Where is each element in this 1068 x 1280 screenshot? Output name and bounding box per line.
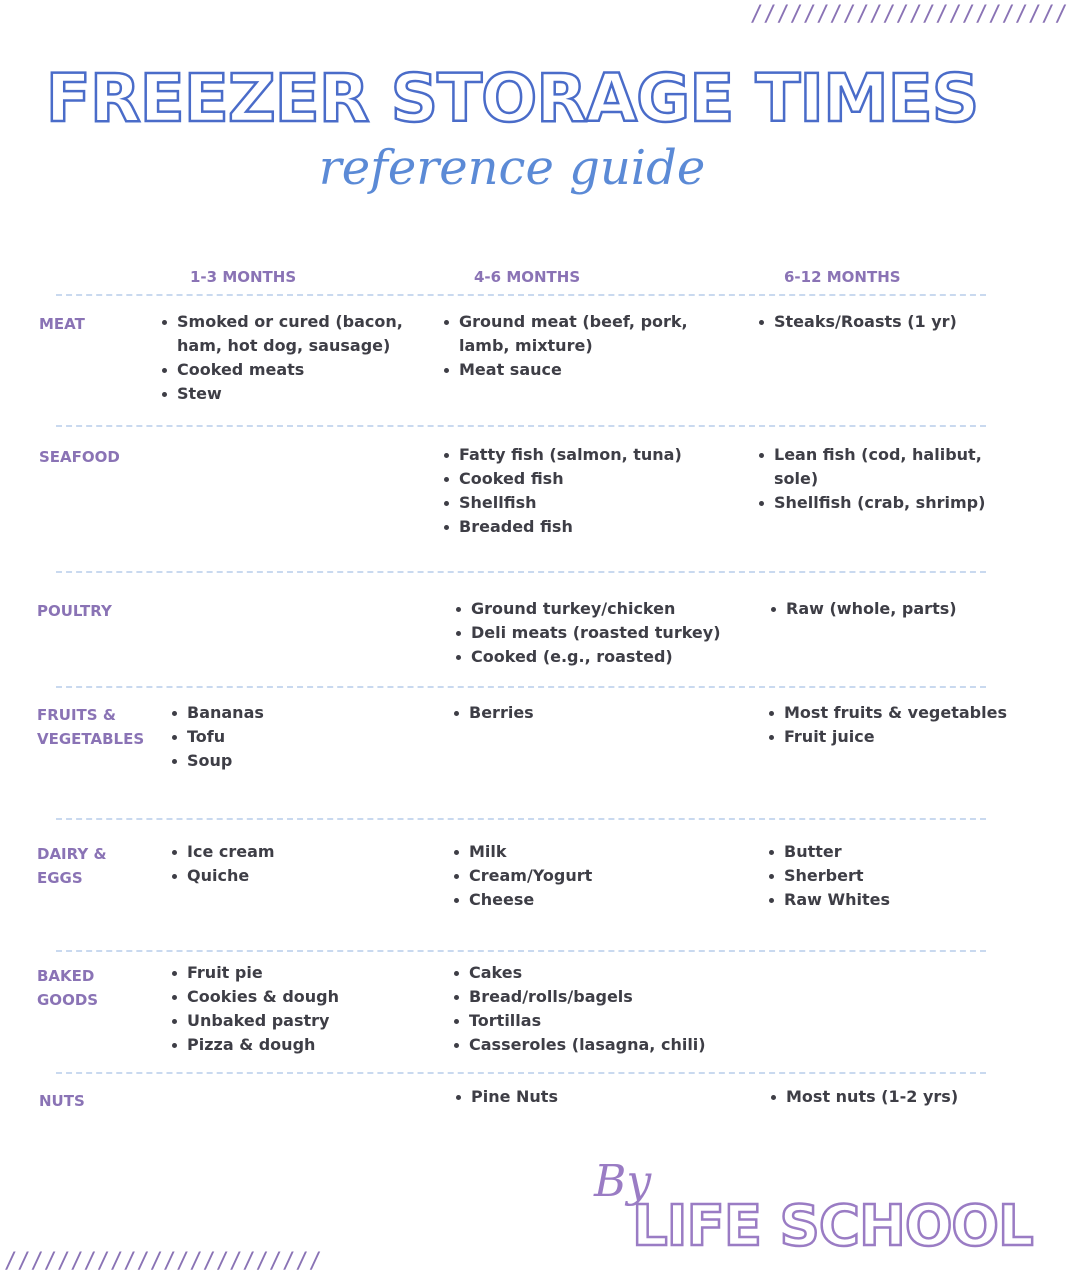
- list-item: Shellfish: [441, 491, 711, 515]
- list-item: Cakes: [451, 961, 741, 985]
- list-item: Butter: [766, 840, 1006, 864]
- cell-baked-goods-4-6-months: [451, 961, 741, 1057]
- hatch-decoration-bottom: ////////////////////////: [4, 1249, 322, 1274]
- cell-fruits-vegetables-1-3-months: [169, 701, 409, 773]
- row-label-meat: MEAT: [39, 315, 85, 333]
- list-item: Cooked (e.g., roasted): [453, 645, 743, 669]
- row-divider: [56, 1072, 986, 1074]
- row-divider: [56, 950, 986, 952]
- cell-poultry-6-12-months: [768, 597, 1008, 621]
- cell-nuts-4-6-months: [453, 1085, 713, 1109]
- list-item: Cooked fish: [441, 467, 711, 491]
- list-item: Fatty fish (salmon, tuna): [441, 443, 711, 467]
- row-divider: [56, 571, 986, 573]
- row-divider: [56, 818, 986, 820]
- cell-fruits-vegetables-6-12-months: [766, 701, 1020, 749]
- cell-nuts-6-12-months: [768, 1085, 1008, 1109]
- cell-meat-6-12-months: [756, 310, 1016, 334]
- list-item: Unbaked pastry: [169, 1009, 419, 1033]
- list-item: Stew: [159, 382, 421, 406]
- list-item: Ice cream: [169, 840, 409, 864]
- list-item: Bread/rolls/bagels: [451, 985, 741, 1009]
- column-header-4-6-months: 4-6 MONTHS: [474, 268, 581, 286]
- list-item: Raw Whites: [766, 888, 1006, 912]
- list-item: Raw (whole, parts): [768, 597, 1008, 621]
- row-label-nuts: NUTS: [39, 1092, 85, 1110]
- list-item: Most nuts (1-2 yrs): [768, 1085, 1008, 1109]
- list-item: Meat sauce: [441, 358, 711, 382]
- hatch-decoration-top: ////////////////////////: [750, 2, 1068, 27]
- cell-meat-1-3-months: [159, 310, 421, 406]
- cell-poultry-4-6-months: [453, 597, 743, 669]
- row-divider: [56, 686, 986, 688]
- cell-seafood-6-12-months: [756, 443, 996, 515]
- list-item: Most fruits & vegetables: [766, 701, 1020, 725]
- brand-by-text: By: [594, 1156, 652, 1207]
- list-item: Cream/Yogurt: [451, 864, 711, 888]
- list-item: Milk: [451, 840, 711, 864]
- page-subtitle: reference guide: [318, 140, 706, 196]
- cell-dairy-eggs-4-6-months: [451, 840, 711, 912]
- list-item: Berries: [451, 701, 711, 725]
- cell-baked-goods-1-3-months: [169, 961, 419, 1057]
- list-item: Tortillas: [451, 1009, 741, 1033]
- list-item: Casseroles (lasagna, chili): [451, 1033, 741, 1057]
- cell-fruits-vegetables-4-6-months: [451, 701, 711, 725]
- column-header-1-3-months: 1-3 MONTHS: [190, 268, 297, 286]
- row-label-seafood: SEAFOOD: [39, 448, 120, 466]
- list-item: Steaks/Roasts (1 yr): [756, 310, 1016, 334]
- cell-dairy-eggs-1-3-months: [169, 840, 409, 888]
- page-title: FREEZER STORAGE TIMES: [45, 60, 979, 137]
- cell-meat-4-6-months: [441, 310, 711, 382]
- list-item: Lean fish (cod, halibut, sole): [756, 443, 996, 491]
- row-label-fruits-vegetables: FRUITS & VEGETABLES: [37, 706, 145, 748]
- row-label-baked-goods: BAKED GOODS: [37, 967, 99, 1009]
- list-item: Tofu: [169, 725, 409, 749]
- brand-logo: [594, 1156, 1033, 1266]
- cell-dairy-eggs-6-12-months: [766, 840, 1006, 912]
- column-header-6-12-months: 6-12 MONTHS: [784, 268, 901, 286]
- list-item: Cheese: [451, 888, 711, 912]
- cell-seafood-4-6-months: [441, 443, 711, 539]
- list-item: Shellfish (crab, shrimp): [756, 491, 996, 515]
- list-item: Cookies & dough: [169, 985, 419, 1009]
- list-item: Fruit juice: [766, 725, 1020, 749]
- list-item: Ground turkey/chicken: [453, 597, 743, 621]
- list-item: Soup: [169, 749, 409, 773]
- list-item: Quiche: [169, 864, 409, 888]
- list-item: Smoked or cured (bacon, ham, hot dog, sausage): [159, 310, 421, 358]
- list-item: Sherbert: [766, 864, 1006, 888]
- row-divider: [56, 425, 986, 427]
- row-label-poultry: POULTRY: [37, 602, 112, 620]
- list-item: Cooked meats: [159, 358, 421, 382]
- list-item: Pizza & dough: [169, 1033, 419, 1057]
- row-label-dairy-eggs: DAIRY & EGGS: [37, 845, 107, 887]
- list-item: Bananas: [169, 701, 409, 725]
- list-item: Deli meats (roasted turkey): [453, 621, 743, 645]
- list-item: Pine Nuts: [453, 1085, 713, 1109]
- list-item: Ground meat (beef, pork, lamb, mixture): [441, 310, 711, 358]
- list-item: Fruit pie: [169, 961, 419, 985]
- brand-name: LIFE SCHOOL: [632, 1194, 1033, 1259]
- row-divider: [56, 294, 986, 296]
- list-item: Breaded fish: [441, 515, 711, 539]
